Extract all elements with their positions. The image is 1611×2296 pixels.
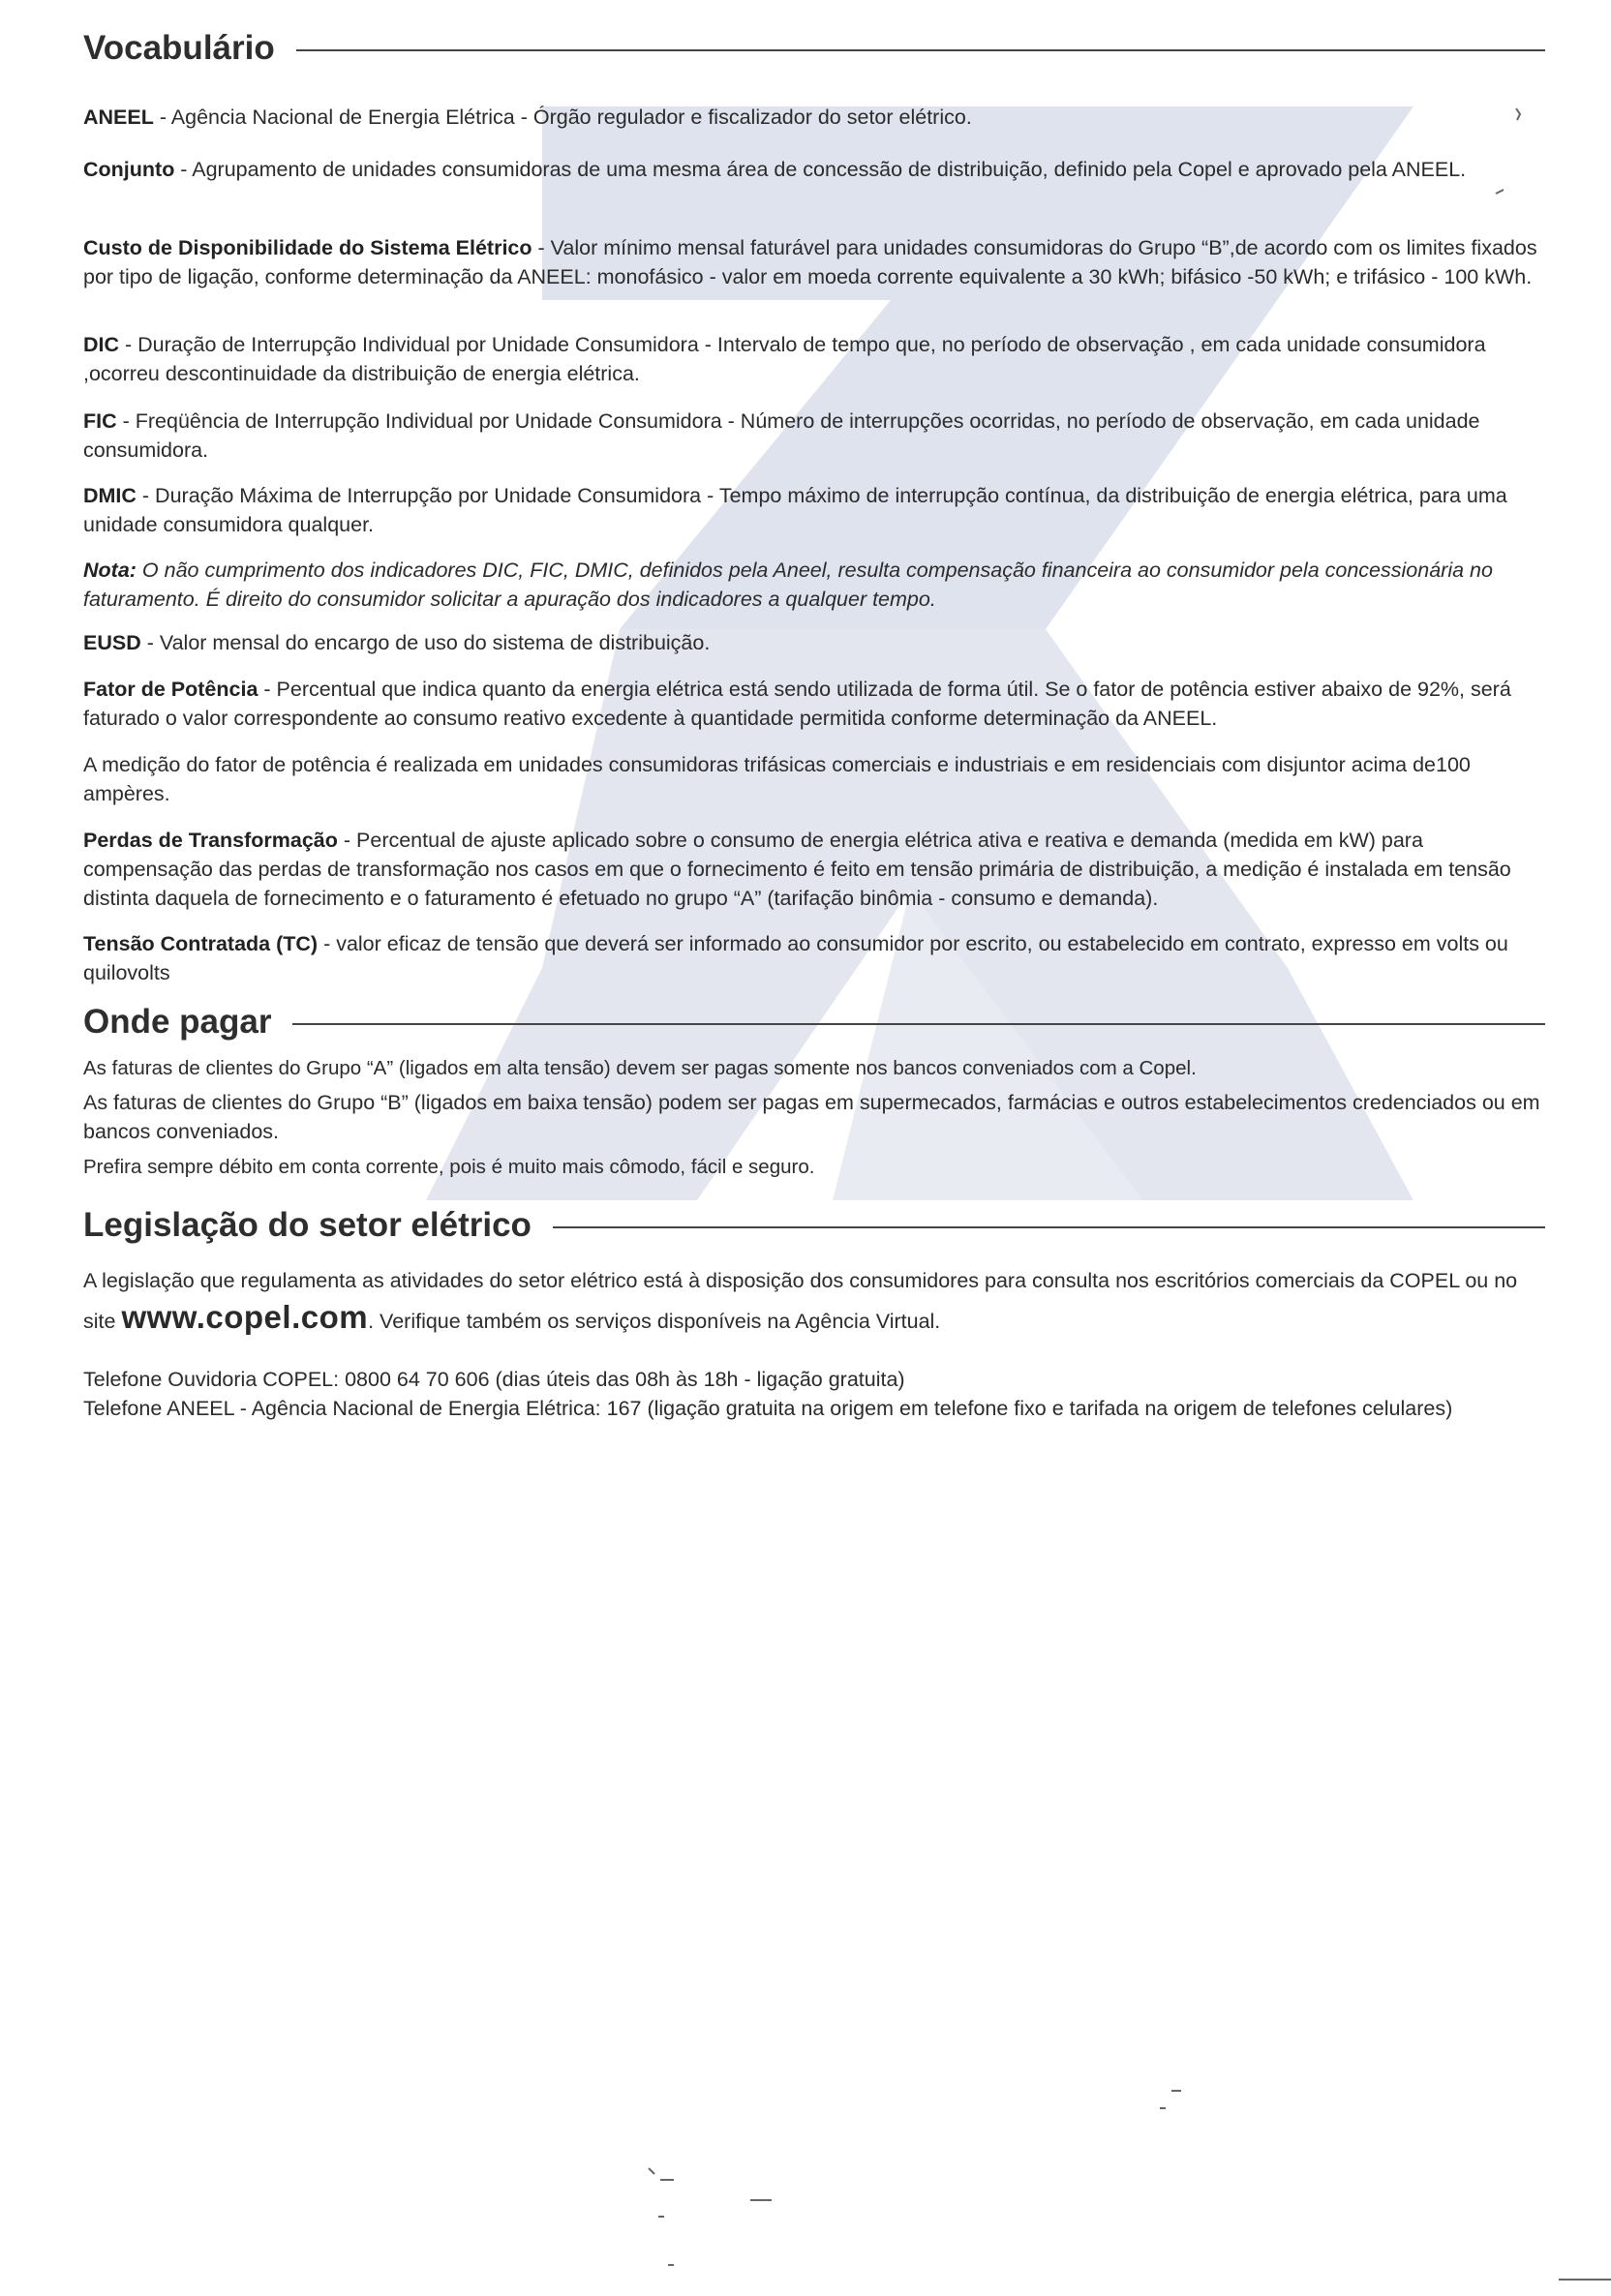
entry-perdas: Perdas de Transformação - Percentual de ajuste aplicado sobre o consumo de energia elétrica ativa e reativa e demanda (medida em kW) para compensação das perdas de transformação nos casos em que o fornecimento é feito em tensão primária de distribuição, a medição é instalada em tensão distinta daquela de fornecimento e o faturamento é efetuado no grupo “A” (tarifação binômia - consumo e demanda). [83,829,1511,910]
entry-dmic: DMIC - Duração Máxima de Interrupção por Unidade Consumidora - Tempo máximo de interrupção contínua, da distribuição de energia elétrica, para uma unidade consumidora qualquer. [83,484,1507,536]
vocabulary-title: Vocabulário [83,29,275,67]
entry-tensao: Tensão Contratada (TC) - valor eficaz de tensão que deverá ser informado ao consumidor por escrito, ou estabelecido em contrato, expresso em volts ou quilovolts [83,932,1508,984]
ouvidoria-phone: Telefone Ouvidoria COPEL: 0800 64 70 606 (dias úteis das 08h às 18h - ligação gratuita) [83,1368,905,1391]
term-custo: Custo de Disponibilidade do Sistema Elétrico [83,236,532,259]
entry-custo-disponibilidade: Custo de Disponibilidade do Sistema Elétrico - Valor mínimo mensal faturável para unidades consumidoras do Grupo “B”,de acordo com os limites fixados por tipo de ligação, conforme determinação da ANEEL: monofásico - valor em moeda corrente equivalente a 30 kWh; bifásico -50 kWh; e trifásico - 100 kWh. [83,236,1537,288]
onde-pagar-header [83,1003,1545,1042]
legislacao-title: Legislação do setor elétrico [83,1206,532,1244]
term-fator: Fator de Potência [83,678,258,701]
definition-tensao: valor eficaz de tensão que deverá ser informado ao consumidor por escrito, ou estabelecido em contrato, expresso em volts ou quilovolts [83,932,1508,984]
term-dic: DIC [83,333,120,356]
entry-conjunto: Conjunto - Agrupamento de unidades consumidoras de uma mesma área de concessão de distribuição, definido pela Copel e aprovado pela ANEEL. [83,158,1467,181]
legislacao-rule [553,1226,1545,1228]
term-nota: Nota: [83,559,137,582]
entry-nota [83,556,1545,614]
definition-nota: O não cumprimento dos indicadores DIC, FIC, DMIC, definidos pela Aneel, resulta compensação financeira ao consumidor pela concessionária no faturamento. É direito do consumidor solicitar a apuração dos indicadores a qualquer tempo. [83,559,1493,611]
term-aneel: ANEEL [83,106,154,129]
onde-pagar-rule [292,1023,1545,1025]
term-conjunto: Conjunto [83,158,175,181]
definition-conjunto: Agrupamento de unidades consumidoras de uma mesma área de concessão de distribuição, definido pela Copel e aprovado pela ANEEL. [192,158,1467,181]
legislacao-header [83,1206,1545,1245]
definition-eusd: Valor mensal do encargo de uso do sistema de distribuição. [159,631,711,654]
term-fic: FIC [83,409,117,433]
entry-medicao: A medição do fator de potência é realizada em unidades consumidoras trifásicas comerciais e industriais e em residenciais com disjuntor acima de100 ampères. [83,753,1471,805]
term-eusd: EUSD [83,631,141,654]
contacts-block [83,1365,1545,1423]
vocabulary-rule [296,49,1545,51]
definition-dmic: Duração Máxima de Interrupção por Unidade Consumidora - Tempo máximo de interrupção contínua, da distribuição de energia elétrica, para uma unidade consumidora qualquer. [83,484,1507,536]
entry-aneel: ANEEL - Agência Nacional de Energia Elétrica - Órgão regulador e fiscalizador do setor elétrico. [83,106,972,129]
term-dmic: DMIC [83,484,137,507]
vocabulary-header [83,29,1545,68]
term-tensao: Tensão Contratada (TC) [83,932,319,955]
aneel-phone: Telefone ANEEL - Agência Nacional de Energia Elétrica: 167 (ligação gratuita na origem em telefone fixo e tarifada na origem de telefones celulares) [83,1397,1453,1420]
definition-custo: Valor mínimo mensal faturável para unidades consumidoras do Grupo “B”,de acordo com os limites fixados por tipo de ligação, conforme determinação da ANEEL: monofásico - valor em moeda corrente equivalente a 30 kWh; bifásico -50 kWh; e trifásico - 100 kWh. [83,236,1537,288]
entry-dic: DIC - Duração de Interrupção Individual por Unidade Consumidora - Intervalo de tempo que, no período de observação , em cada unidade consumidora ,ocorreu descontinuidade da distribuição de energia elétrica. [83,333,1486,385]
copel-site-link[interactable]: www.copel.com [121,1299,369,1335]
definition-dic: Duração de Interrupção Individual por Unidade Consumidora - Intervalo de tempo que, no período de observação , em cada unidade consumidora ,ocorreu descontinuidade da distribuição de energia elétrica. [83,333,1486,385]
term-perdas: Perdas de Transformação [83,829,338,852]
definition-fator: Percentual que indica quanto da energia elétrica está sendo utilizada de forma útil. Se o fator de potência estiver abaixo de 92%, será faturado o valor correspondente ao consumo reativo excedente à quantidade permitida conforme determinação da ANEEL. [83,678,1511,730]
entry-eusd: EUSD - Valor mensal do encargo de uso do sistema de distribuição. [83,631,711,654]
entry-fic: FIC - Freqüência de Interrupção Individual por Unidade Consumidora - Número de interrupções ocorridas, no período de observação, em cada unidade consumidora. [83,409,1480,462]
pagar-debito: Prefira sempre débito em conta corrente, pois é muito mais cômodo, fácil e seguro. [83,1156,815,1178]
legislacao-text: A legislação que regulamenta as atividades do setor elétrico está à disposição dos consumidores para consulta nos escritórios comerciais da COPEL ou no site www.copel.com. Verifique também os serviços disponíveis na Agência Virtual. [83,1269,1518,1335]
pagar-grupo-b: As faturas de clientes do Grupo “B” (ligados em baixa tensão) podem ser pagas em supermecados, farmácias e outros estabelecimentos credenciados ou em bancos conveniados. [83,1091,1540,1143]
pagar-grupo-a: As faturas de clientes do Grupo “A” (ligados em alta tensão) devem ser pagas somente nos bancos conveniados com a Copel. [83,1057,1197,1079]
definition-aneel: Agência Nacional de Energia Elétrica - Órgão regulador e fiscalizador do setor elétrico. [170,106,972,129]
definition-fic: Freqüência de Interrupção Individual por Unidade Consumidora - Número de interrupções ocorridas, no período de observação, em cada unidade consumidora. [83,409,1480,462]
onde-pagar-title: Onde pagar [83,1003,272,1041]
entry-fator-potencia: Fator de Potência - Percentual que indica quanto da energia elétrica está sendo utilizada de forma útil. Se o fator de potência estiver abaixo de 92%, será faturado o valor correspondente ao consumo reativo excedente à quantidade permitida conforme determinação da ANEEL. [83,678,1511,730]
definition-perdas: Percentual de ajuste aplicado sobre o consumo de energia elétrica ativa e reativa e demanda (medida em kW) para compensação das perdas de transformação nos casos em que o fornecimento é feito em tensão primária de distribuição, a medição é instalada em tensão distinta daquela de fornecimento e o faturamento é efetuado no grupo “A” (tarifação binômia - consumo e demanda). [83,829,1511,910]
